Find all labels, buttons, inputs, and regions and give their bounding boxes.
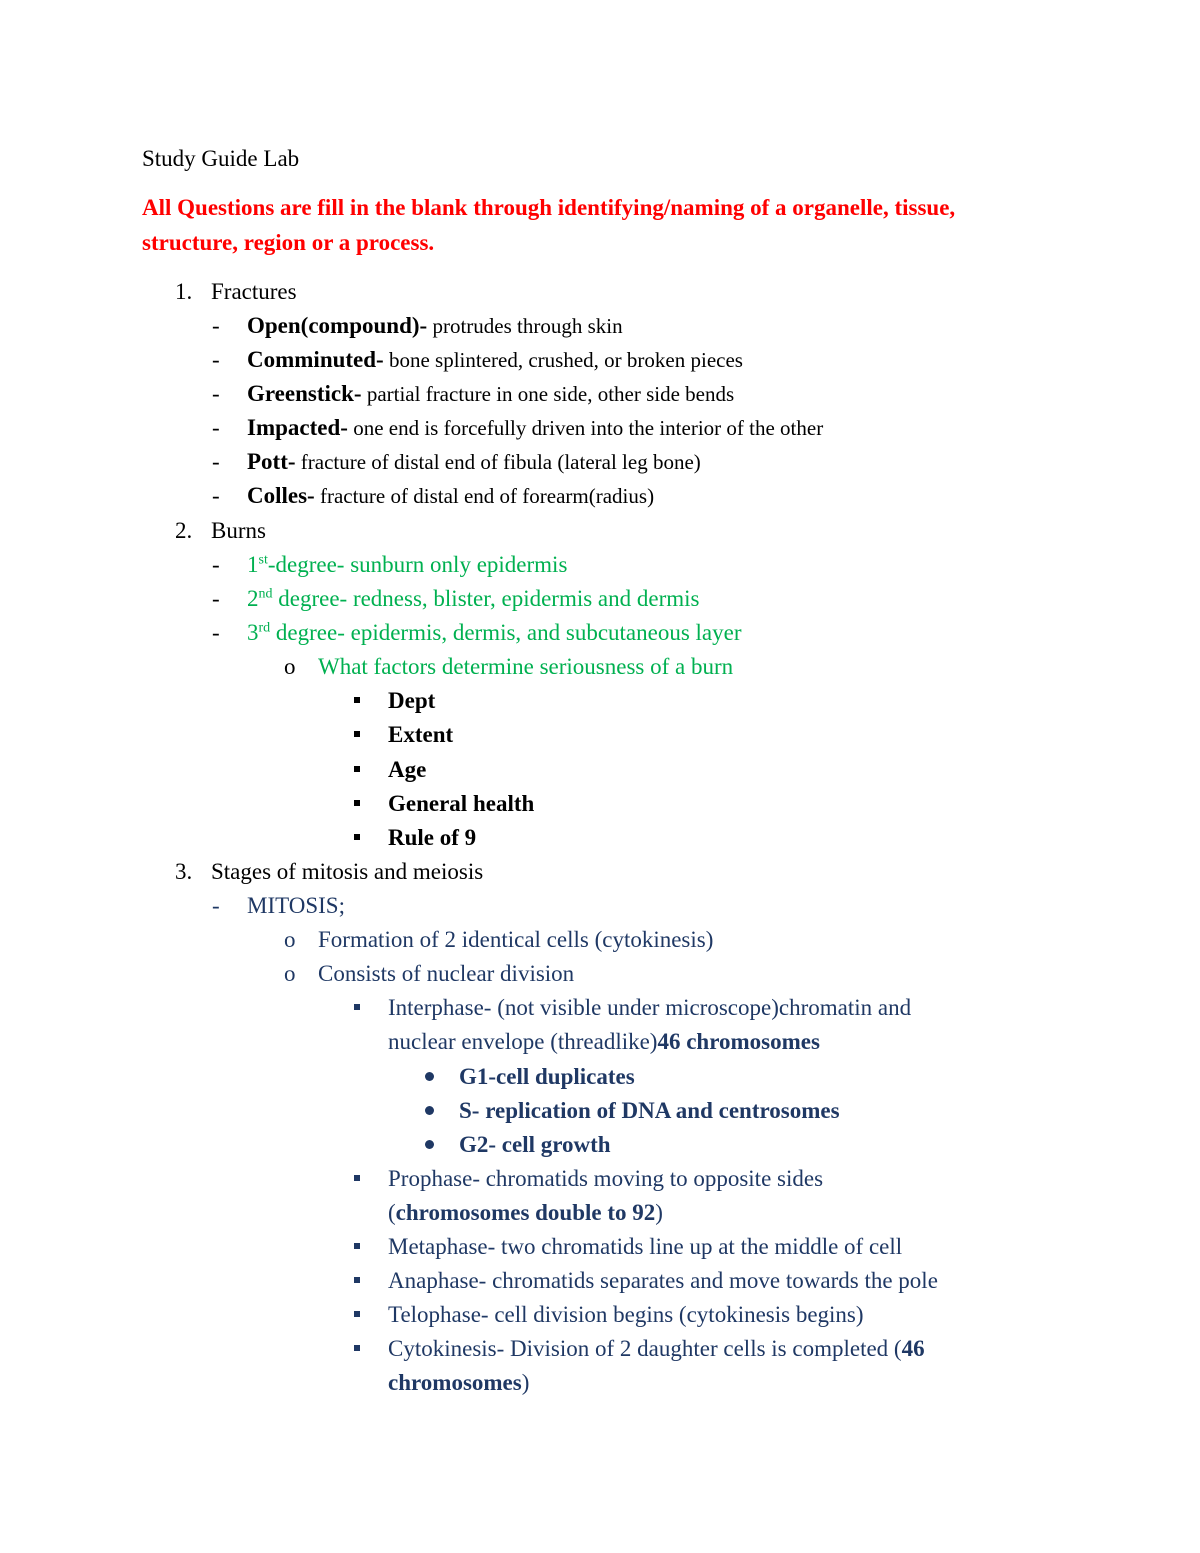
intro-line-2: structure, region or a process. [142, 230, 435, 255]
dash-bullet: - [212, 620, 220, 645]
dash-bullet: - [212, 449, 220, 474]
dash-bullet: - [212, 552, 220, 577]
dash-bullet: - [212, 415, 220, 440]
dash-bullet: - [212, 313, 220, 338]
circle-bullet: o [284, 927, 296, 952]
burn-factor: Rule of 9 [388, 825, 477, 850]
round-bullet [425, 1106, 434, 1115]
burn-degree-item: 3rd degree- epidermis, dermis, and subcutaneous layer [247, 620, 742, 645]
square-bullet [354, 1243, 360, 1249]
section-number: 1. [175, 279, 193, 304]
section-heading-fractures: Fractures [211, 279, 297, 304]
square-bullet [354, 1345, 360, 1351]
section-heading-mitosis: Stages of mitosis and meiosis [211, 859, 484, 884]
square-bullet [354, 697, 360, 703]
dash-bullet: - [212, 483, 220, 508]
circle-bullet: o [284, 961, 296, 986]
dash-bullet: - [212, 893, 220, 918]
dash-bullet: - [212, 347, 220, 372]
prophase-line-1: Prophase- chromatids moving to opposite sides [388, 1166, 824, 1191]
section-number: 2. [175, 518, 193, 543]
mitosis-point: Formation of 2 identical cells (cytokinesis) [318, 927, 714, 952]
square-bullet [354, 834, 360, 840]
mitosis-heading: MITOSIS; [247, 893, 345, 918]
interphase-line-2: nuclear envelope (threadlike)46 chromosomes [388, 1029, 820, 1054]
cytokinesis-line-1: Cytokinesis- Division of 2 daughter cells is completed (46 [388, 1336, 925, 1361]
g-phase-item: G2- cell growth [459, 1132, 611, 1157]
fracture-item: Comminuted- bone splintered, crushed, or broken pieces [247, 347, 743, 372]
prophase-line-2: (chromosomes double to 92) [388, 1200, 663, 1225]
stage-item: Anaphase- chromatids separates and move towards the pole [388, 1268, 938, 1293]
section-heading-burns: Burns [211, 518, 266, 543]
interphase-line-1: Interphase- (not visible under microscope)chromatin and [388, 995, 912, 1020]
burn-factor: Dept [388, 688, 436, 713]
square-bullet [354, 1277, 360, 1283]
g-phase-item: G1-cell duplicates [459, 1064, 635, 1089]
intro-line-1: All Questions are fill in the blank through identifying/naming of a organelle, tissue, [142, 195, 956, 220]
round-bullet [425, 1072, 434, 1081]
square-bullet [354, 1311, 360, 1317]
page-title: Study Guide Lab [142, 146, 300, 171]
fracture-item: Open(compound)- protrudes through skin [247, 313, 623, 338]
fracture-item: Impacted- one end is forcefully driven into the interior of the other [247, 415, 824, 440]
fracture-item: Pott- fracture of distal end of fibula (lateral leg bone) [247, 449, 701, 474]
round-bullet [425, 1140, 434, 1149]
square-bullet [354, 1175, 360, 1181]
fracture-item: Colles- fracture of distal end of forearm(radius) [247, 483, 655, 508]
square-bullet [354, 766, 360, 772]
burn-degree-item: 2nd degree- redness, blister, epidermis and dermis [247, 586, 700, 611]
fracture-item: Greenstick- partial fracture in one side, other side bends [247, 381, 735, 406]
stage-item: Telophase- cell division begins (cytokinesis begins) [388, 1302, 864, 1327]
square-bullet [354, 800, 360, 806]
burn-factor: Extent [388, 722, 454, 747]
burn-factor: General health [388, 791, 535, 816]
dash-bullet: - [212, 586, 220, 611]
circle-bullet: o [284, 654, 296, 679]
stage-item: Metaphase- two chromatids line up at the middle of cell [388, 1234, 903, 1259]
burn-question: What factors determine seriousness of a burn [318, 654, 734, 679]
cytokinesis-line-2: chromosomes) [388, 1370, 530, 1395]
dash-bullet: - [212, 381, 220, 406]
burn-factor: Age [388, 757, 427, 782]
burn-degree-item: 1st-degree- sunburn only epidermis [247, 552, 568, 577]
g-phase-item: S- replication of DNA and centrosomes [459, 1098, 840, 1123]
mitosis-point: Consists of nuclear division [318, 961, 575, 986]
square-bullet [354, 731, 360, 737]
section-number: 3. [175, 859, 193, 884]
square-bullet [354, 1004, 360, 1010]
